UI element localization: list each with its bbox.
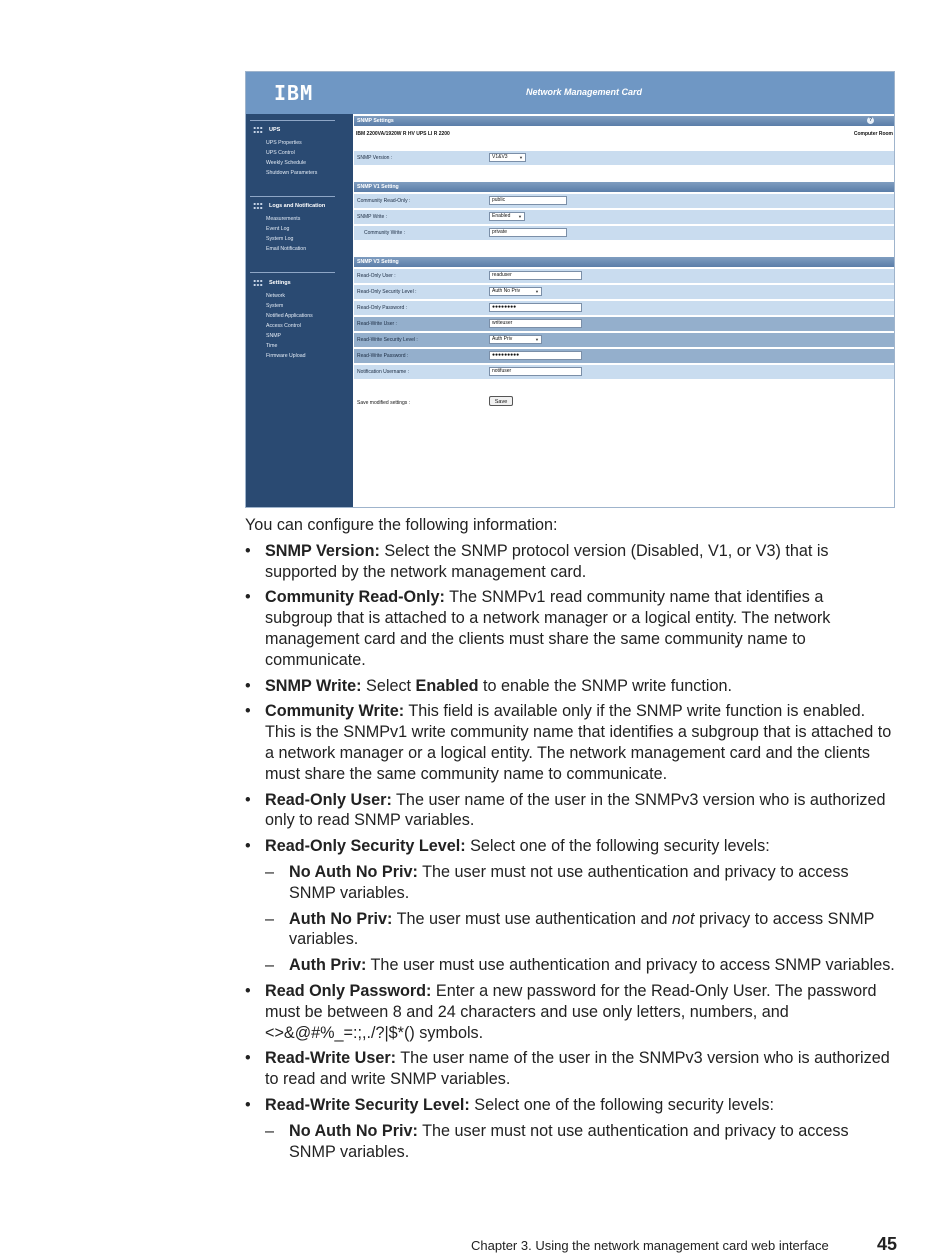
section-snmp-v1	[354, 182, 894, 192]
section-title: SNMP V3 Setting	[357, 259, 399, 265]
select-value: Auth No Priv	[492, 288, 521, 294]
description: Select one of the following security levels:	[469, 1095, 774, 1114]
bullet: •	[245, 981, 251, 1000]
term: Read-Only Security Level:	[265, 837, 466, 856]
sub-list-item	[245, 862, 895, 904]
chevron-down-icon: ▼	[519, 155, 523, 160]
list-item	[245, 836, 895, 857]
emphasis: Enabled	[415, 676, 479, 695]
document-body	[245, 515, 895, 1162]
sidebar-item-system-log[interactable]: System Log	[266, 236, 294, 242]
shot-main-panel	[353, 114, 895, 508]
intro-text: You can configure the following information:	[245, 516, 558, 534]
shot-sidebar	[246, 114, 353, 508]
sidebar-divider	[250, 272, 335, 273]
list-item	[245, 587, 895, 670]
bullet: •	[245, 1049, 251, 1068]
list-item	[245, 701, 895, 784]
sidebar-heading-settings: Settings	[269, 280, 291, 286]
sidebar-item-firmware-upload[interactable]: Firmware Upload	[266, 353, 306, 359]
community-read-input[interactable]: public	[489, 196, 567, 205]
bullet: •	[245, 541, 251, 560]
sub-list-item	[245, 1121, 895, 1163]
section-snmp-settings	[354, 116, 894, 126]
row-rw-user	[354, 317, 894, 331]
emphasis: not	[671, 909, 695, 928]
description: privacy to access SNMP variables.	[289, 909, 875, 949]
save-button[interactable]: Save	[489, 396, 513, 406]
sidebar-item-ups-properties[interactable]: UPS Properties	[266, 140, 302, 146]
term: Auth Priv:	[289, 956, 367, 975]
description: This field is available only if the SNMP write function is enabled. This is the SNMPv1 write community name that identifies a subgroup that is attached to a network manager or a logical entity. The network management card and the clients must share the same community name to communicate.	[265, 702, 892, 783]
row-notification-username	[354, 365, 894, 379]
term: No Auth No Priv:	[289, 1121, 418, 1140]
sidebar-item-weekly-schedule[interactable]: Weekly Schedule	[266, 160, 306, 166]
description: The user name of the user in the SNMPv3 version who is authorized to read and write SNMP variables.	[265, 1049, 890, 1089]
term: Community Read-Only:	[265, 588, 445, 607]
description: Select the SNMP protocol version (Disabled, V1, or V3) that is supported by the network management card.	[265, 541, 829, 581]
term: Read-Write User:	[265, 1049, 397, 1068]
chevron-down-icon: ▼	[535, 289, 539, 294]
row-snmp-write	[354, 210, 894, 224]
sidebar-item-email-notification[interactable]: Email Notification	[266, 246, 307, 252]
grid-icon	[253, 279, 263, 287]
rw-security-level-select[interactable]	[489, 335, 542, 344]
row-ro-security-level	[354, 285, 894, 299]
sidebar-divider	[250, 120, 335, 121]
sidebar-item-system[interactable]: System	[266, 303, 284, 309]
description-pre: Select	[361, 676, 416, 695]
sidebar-item-access-control[interactable]: Access Control	[266, 323, 301, 329]
sub-list-item	[245, 955, 895, 976]
save-settings-label: Save modified settings :	[357, 400, 411, 406]
list-item	[245, 676, 895, 697]
field-label: Read-Only User :	[357, 273, 396, 279]
term: Community Write:	[265, 702, 405, 721]
field-label: SNMP Version :	[357, 155, 393, 161]
term: Auth No Priv:	[289, 909, 393, 928]
bullet: •	[245, 588, 251, 607]
list-item	[245, 541, 895, 583]
list-item	[245, 1048, 895, 1090]
shot-title: Network Management Card	[526, 87, 643, 97]
sidebar-item-time[interactable]: Time	[266, 343, 278, 349]
dash: –	[265, 956, 275, 975]
dash: –	[265, 862, 275, 881]
bullet: •	[245, 790, 251, 809]
description: The user must not use authentication and privacy to access SNMP variables.	[289, 862, 849, 902]
field-label: SNMP Write :	[357, 214, 388, 220]
sidebar-divider	[250, 196, 335, 197]
list-item	[245, 1095, 895, 1116]
field-label: Notification Username :	[357, 369, 409, 375]
snmp-version-select[interactable]	[489, 153, 526, 162]
term: Read-Write Security Level:	[265, 1095, 470, 1114]
description: Select one of the following security levels:	[465, 837, 770, 856]
sidebar-item-ups-control[interactable]: UPS Control	[266, 150, 295, 156]
select-value: Enabled	[492, 213, 511, 219]
term: SNMP Version:	[265, 541, 380, 560]
row-snmp-version	[354, 151, 894, 165]
shot-header	[246, 72, 895, 114]
ibm-logo: IBM	[274, 81, 314, 105]
list-item	[245, 790, 895, 832]
device-location: Computer Room	[853, 131, 893, 137]
chevron-down-icon: ▼	[518, 214, 522, 219]
row-rw-security-level	[354, 333, 894, 347]
bullet: •	[245, 676, 251, 695]
sidebar-item-notified-applications[interactable]: Notified Applications	[266, 313, 313, 319]
snmp-write-select[interactable]	[489, 212, 525, 221]
row-rw-password	[354, 349, 894, 363]
row-ro-password	[354, 301, 894, 315]
term: SNMP Write:	[265, 676, 362, 695]
sidebar-item-event-log[interactable]: Event Log	[266, 226, 290, 232]
page-number: 45	[877, 1234, 898, 1254]
grid-icon	[253, 126, 263, 134]
community-write-input[interactable]: private	[489, 228, 567, 237]
field-label: Read-Only Password :	[357, 305, 408, 311]
term: No Auth No Priv:	[289, 862, 418, 881]
field-label: Community Write :	[364, 230, 406, 236]
ro-user-input[interactable]: readuser	[489, 271, 582, 280]
section-title: SNMP V1 Setting	[357, 184, 399, 190]
field-label: Community Read-Only :	[357, 198, 411, 204]
field-label: Read-Only Security Level :	[357, 289, 417, 295]
sidebar-item-shutdown-parameters[interactable]: Shutdown Parameters	[266, 170, 318, 176]
dash: –	[265, 909, 275, 928]
sidebar-item-snmp[interactable]: SNMP	[266, 333, 281, 339]
description: The user must not use authentication and privacy to access SNMP variables.	[289, 1121, 849, 1161]
sidebar-heading-ups: UPS	[269, 127, 281, 133]
rw-password-input[interactable]: ●●●●●●●●●	[489, 351, 582, 360]
sidebar-item-measurements[interactable]: Measurements	[266, 216, 301, 222]
term: Read-Only User:	[265, 790, 392, 809]
sidebar-heading-logs: Logs and Notification	[269, 203, 326, 209]
select-value: V1&V3	[492, 154, 508, 160]
device-name: IBM 2200VA/1920W R HV UPS LI R 2200	[356, 131, 450, 137]
bullet: •	[245, 702, 251, 721]
ro-security-level-select[interactable]	[489, 287, 542, 296]
description-pre: The user must use authentication and	[392, 909, 672, 928]
select-value: Auth Priv	[492, 336, 513, 342]
field-label: Read-Write User :	[357, 321, 397, 327]
notification-username-input[interactable]: notifuser	[489, 367, 582, 376]
description: The SNMPv1 read community name that identifies a subgroup that is attached to a network manager or a logical entity. The network management card and the clients must share the same community name to communicate.	[265, 588, 831, 669]
term: Read Only Password:	[265, 981, 432, 1000]
dash: –	[265, 1121, 275, 1140]
row-community-write	[354, 226, 894, 240]
bullet: •	[245, 1095, 251, 1114]
rw-user-input[interactable]: writeuser	[489, 319, 582, 328]
list-item	[245, 981, 895, 1043]
description: Enter a new password for the Read-Only User. The password must be between 8 and 24 characters and use only letters, numbers, and <>&@#%_=:;,./?|$*() symbols.	[265, 981, 877, 1042]
field-label: Read-Write Password :	[357, 353, 409, 359]
description: to enable the SNMP write function.	[478, 676, 732, 695]
chevron-down-icon: ▼	[535, 337, 539, 342]
description: The user must use authentication and privacy to access SNMP variables.	[366, 956, 895, 975]
row-ro-user	[354, 269, 894, 283]
ro-password-input[interactable]: ●●●●●●●●	[489, 303, 582, 312]
help-icon[interactable]: ?	[868, 117, 873, 123]
row-community-read	[354, 194, 894, 208]
chapter-footer: Chapter 3. Using the network management card web interface	[471, 1238, 829, 1253]
field-label: Read-Write Security Level :	[357, 337, 418, 343]
sidebar-item-network[interactable]: Network	[266, 293, 286, 299]
description: The user name of the user in the SNMPv3 version who is authorized only to read SNMP variables.	[265, 790, 886, 830]
bullet: •	[245, 837, 251, 856]
section-title: SNMP Settings	[357, 118, 394, 124]
web-interface-screenshot	[245, 71, 895, 508]
sub-list-item	[245, 909, 895, 951]
grid-icon	[253, 202, 263, 210]
section-snmp-v3	[354, 257, 894, 267]
